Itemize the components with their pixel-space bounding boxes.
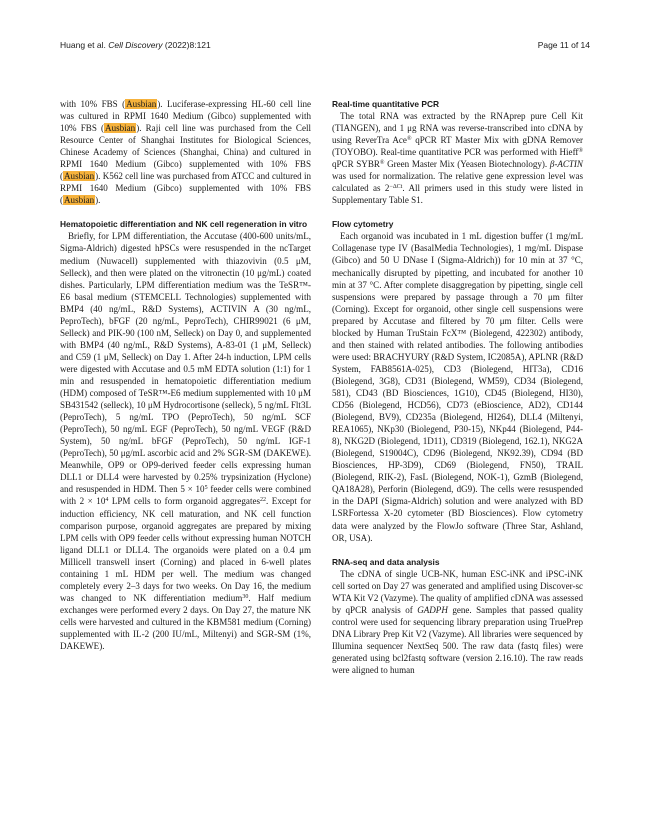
exponent: −ΔCt — [389, 184, 403, 191]
citation-ref: 30 — [242, 593, 249, 600]
text-span: ). — [95, 195, 101, 206]
section-heading-qpcr: Real-time quantitative PCR — [332, 99, 440, 109]
text-span: was used for normalization. The relative gene expression level was calculated as 2 — [332, 171, 583, 194]
text-span: qPCR SYBR — [332, 159, 380, 170]
rnaseq-paragraph — [332, 568, 583, 676]
superscript: 5 — [204, 485, 208, 492]
authors: Huang et al. — [60, 40, 106, 50]
text-span: ). K562 cell line was purchased from ATCC and cultured in RPMI 1640 Medium (Gibco) supplemented with 10% FBS ( — [60, 171, 311, 206]
text-span: . Except for induction efficiency, NK cell maturation, and NK cell function comparison purpose, organoid aggregates are prepared by mixing LPM cells with OP9 feeder cells without expressing human NOTCH ligand DLL1 or DLL4. The organoids were plated on a 0.4 μm Millicell transwell insert (Corning) and placed in 6-well plates containing 1 mL HDM per well. The medium was changed completely every 2–3 days for two weeks. On Day 16, the medium was changed to NK differentiation medium — [60, 496, 311, 603]
highlight-ausbian: Ausbian — [105, 123, 136, 134]
text-span: The total RNA was extracted by the RNAprep pure Cell Kit (TIANGEN), and 1 μg RNA was reverse-transcribed into cDNA by using ReverTra Ace — [332, 111, 583, 146]
page-header — [60, 40, 590, 54]
registered-mark: ® — [379, 160, 385, 167]
text-span: feeder cells were combined with 2 × 10 — [60, 484, 311, 507]
text-span: ). Luciferase-expressing HL-60 cell line was cultured in RPMI 1640 Medium (Gibco) supplemented with 10% FBS ( — [60, 99, 311, 134]
highlight-ausbian: Ausbian — [64, 195, 95, 206]
highlight-ausbian: Ausbian — [126, 99, 157, 109]
text-span: with 10% FBS ( — [60, 99, 126, 109]
section-heading-rnaseq: RNA-seq and data analysis — [332, 556, 440, 567]
text-span: . Half medium exchanges were performed every 2 days. On Day 27, the mature NK cells were harvested and cultured in the KBM581 medium (Corning) supplemented with IL-2 (200 IU/mL, Miltenyi) and SGR-SM (1%, DAKEWE). — [60, 592, 312, 652]
text-span: Briefly, for LPM differentiation, the Accutase (400-600 units/mL, Sigma-Aldrich) digested hPSCs were resuspended in the ncTarget medium (Nuwacell) supplemented with thiazovivin (0.5 μM, Selleck), and then were plated on the vitronectin (10 μg/mL) coated dishes. Particularly, LPM differentiation medium was the TeSR™-E6 basal medium (STEMCELL Technologies) supplemented with BMP4 (40 ng/mL, R&D Systems), ACTIVIN A (30 ng/mL, PeproTech), bFGF (20 ng/mL, PeproTech), CHIR99021 (6 μM, Selleck) and PIK-90 (100 nM, Selleck) on Day 0, and supplemented with BMP4 (40 ng/mL, R&D Systems), A-83-01 (1 μM, Selleck) and C59 (1 μM, Selleck) on Day 1. After 24-h induction, LPM cells were digested with Accutase and 0.5 mM EDTA solution (1:1) for 1 min and resuspended in hematopoietic differentiation medium (HDM) composed of TeSR™-E6 medium supplemented with 10 μM SB431542 (selleck), 10 μM Hydrocortisone (selleck), 5 ng/mL Flt3L (PeproTech), 5 ng/mL TPO (PeproTech), 50 ng/mL SCF (PeproTech), 50 ng/mL EGF (PeproTech), 50 ng/mL VEGF (R&D System), 50 ng/mL bFGF (PeproTech), 50 ng/mL IGF-1 (PeproTech), 50 μg/mL ascorbic acid and 2% SGR-SM (DAKEWE). Meanwhile, OP9 or OP9-derived feeder cells expressing human DLL1 or DLL4 were harvested by 0.25% trypsinization (Hyclone) and resuspended in HDM. Then 5 × 10 — [60, 231, 311, 495]
journal-name: Cell Discovery — [108, 40, 163, 50]
intro-paragraph — [60, 98, 311, 206]
citation: (2022)8:121 — [164, 40, 211, 50]
text-span: ). Raji cell line was purchased from the Cell Resource Center of Shanghai Institutes for Biological Sciences, Chinese Academy of Sciences (Shanghai, China) and cultured in RPMI 1640 Medium (Gibco) supplemented with 10% FBS ( — [60, 123, 312, 182]
right-column — [332, 98, 583, 676]
citation-ref: 22 — [260, 497, 266, 504]
section-heading-hematopoietic: Hematopoietic differentiation and NK cell regeneration in vitro — [60, 219, 308, 230]
highlight-ausbian: Ausbian — [64, 171, 95, 182]
text-span: gene. Samples that passed quality control were used for sequencing library preparation using TruePrep DNA Library Prep Kit V2 (Vazyme). All libraries were sequenced by Illumina sequencer NextSeq 500. The raw data (fastq files) were generated using bcl2fastq software (version 2.16.10). The raw reads were aligned to human — [332, 604, 583, 675]
running-head — [60, 40, 211, 50]
text-span: The cDNA of single UCB-NK, human ESC-iNK and iPSC-iNK cell sorted on Day 27 was generated and amplified using Discover-sc WTA Kit V2 (Vazyme). The quality of amplified cDNA was assessed by qPCR analysis of — [332, 568, 583, 615]
page-number: Page 11 of 14 — [537, 40, 590, 50]
registered-mark: ® — [578, 148, 583, 155]
flow-paragraph: Each organoid was incubated in 1 mL digestion buffer (1 mg/mL Collagenase type IV (BasalMedia Technologies), 1 mg/mL Dispase (Gibco) and 50 U DNase I (Sigma-Aldrich)) for 10 min at 37 °C, mechanically disrupted by pipetting, and incubated for another 10 min at 37 °C. After complete disaggregation by pipetting, single cell suspensions were prepared by passage through a 70 μm filter (Corning). Except for organoid, other single cell suspensions were prepared by Accutase and filtered by 70 μm filter. Cells were blocked by Human TruStain FcX™ (Biolegend, 422302) antibody, and then stained with related antibodies. The following antibodies were used: BRACHYURY (R&D System, IC2085A), APLNR (R&D System, FAB8561A-025), CD3 (Biolegend, HIT3a), CD16 (Biolegend, 3G8), CD31 (Biolegend, WM59), CD34 (Biolegend, 581), CD43 (BD Biosciences, 1G10), CD45 (Biolegend, HI30), CD56 (Biolegend, HCD56), CD73 (eBioscience, AD2), CD144 (Biolegend, BV9), CD235a (Biolegend, HI264), DLL4 (Miltenyi, REA1065), NKp30 (Biolegend, P30-15), NKp44 (Biolegend, P44-8), NKG2D (Biolegend, 1D11), CD319 (Biolegend, 162.1), NKG2A (Biolegend, S19004C), CD96 (Biolegend, NK92.39), CD94 (BD Biosciences, HP-3D9), CD69 (Biolegend, FN50), TRAIL (Biolegend, RIK-2), FasL (Biolegend, NOK-1), GzmB (Biolegend, QA18A28), Perforin (Biolegend, dG9). The cells were resuspended in the DAPI (Sigma-Aldrich) solution and were analyzed with BD LSRFortessa X-20 cytometer (BD Biosciences). Flow cytometry data were analyzed by the FlowJo software (Three Star, Ashland, OR, USA). — [332, 231, 583, 543]
text-span: qPCR RT Master Mix with gDNA Remover (TOYOBO). Real-time quantitative PCR was performed with Hieff — [332, 135, 584, 158]
hematopoietic-paragraph — [60, 230, 311, 652]
gene-name: GADPH — [417, 604, 448, 615]
section-heading-flow: Flow cytometry — [332, 219, 394, 230]
text-span: Green Master Mix (Yeasen Biotechnology). — [384, 159, 550, 170]
text-span: LPM cells to form organoid aggregates — [108, 496, 260, 507]
text-span: . All primers used in this study were listed in Supplementary Table S1. — [332, 183, 584, 206]
gene-name: β-ACTIN — [549, 159, 583, 170]
superscript: 4 — [105, 497, 109, 504]
registered-mark: ® — [406, 136, 412, 143]
qpcr-paragraph — [332, 110, 583, 206]
left-column — [60, 98, 311, 652]
